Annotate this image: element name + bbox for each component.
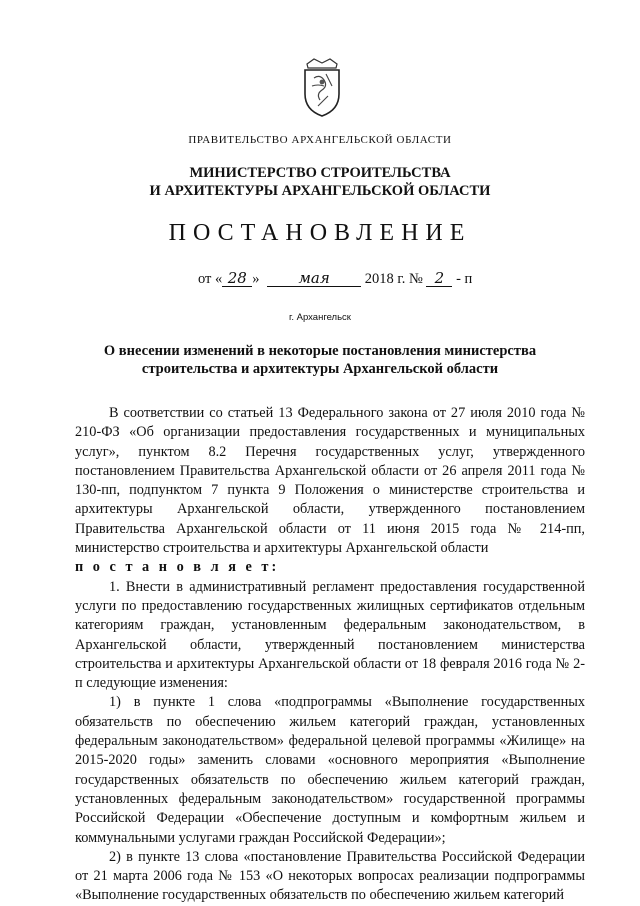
subitem-1-paragraph: 1) в пункте 1 слова «подпрограммы «Выполнение государственных обязательств по обеспечению жильем категорий граждан, установленных федеральным законодательством» федеральной целевой программы «Жилище» на 2015-2020 годы» заменить словами «основного мероприятия «Выполнение государственных обязательств по обеспечению жильем категорий граждан, установленных федеральным законодательством» государственной программы Российской Федерации «Обеспечение доступным и комфортным жильем и коммунальными услугами граждан Российской Федерации»; [75,694,585,846]
date-suffix: - п [456,271,473,287]
ministry-line-2: И АРХИТЕКТУРЫ АРХАНГЕЛЬСКОЙ ОБЛАСТИ [149,183,491,199]
ministry-line-1: МИНИСТЕРСТВО СТРОИТЕЛЬСТВА [189,165,451,181]
date-close-quote: » [252,271,260,287]
document-body [75,404,585,906]
subitem-2-paragraph: 2) в пункте 13 слова «постановление Правительства Российской Федерации от 21 марта 2006 года № 153 «О некоторых вопросах реализации подпрограммы «Выполнение государственных обязательств по обеспечению жильем категорий [75,848,585,904]
date-prefix: от « [198,271,223,287]
city: г. Архангельск [289,312,351,323]
resolves-line: п о с т а н о в л я е т: [75,559,280,576]
document-title: О внесении изменений в некоторые постановления министерства строительства и архитектуры Архангельской области [103,343,537,377]
document-type: ПОСТАНОВЛЕНИЕ [168,220,472,246]
document-number: 2 [426,270,452,287]
date-line [198,270,472,288]
date-year: 2018 г. № [364,271,423,287]
date-month: мая [267,270,361,287]
government-name: ПРАВИТЕЛЬСТВО АРХАНГЕЛЬСКОЙ ОБЛАСТИ [188,134,452,146]
ministry-name [0,164,640,200]
coat-of-arms-icon [298,56,346,118]
preamble-paragraph: В соответствии со статьей 13 Федерального закона от 27 июля 2010 года № 210-ФЗ «Об организации предоставления государственных и муниципальных услуг», пунктом 8.2 Перечня государственных услуг, утвержденного постановлением Правительства Архангельской области от 26 апреля 2011 года № 130-пп, подпунктом 7 пункта 9 Положения о министерстве строительства и архитектуры Архангельской области, утвержденного постановлением Правительства Архангельской области от 11 июня 2015 года № 214-пп, министерство строительства и архитектуры Архангельской области [75,405,585,557]
item-1-paragraph: 1. Внести в административный регламент предоставления государственной услуги по предоставлению государственных жилищных сертификатов отдельным категориям граждан, установленным федеральным законодательством, в Архангельской области, утвержденный постановлением министерства строительства и архитектуры Архангельской области от 18 февраля 2016 года № 2-п следующие изменения: [75,578,585,692]
date-day: 28 [222,270,252,287]
